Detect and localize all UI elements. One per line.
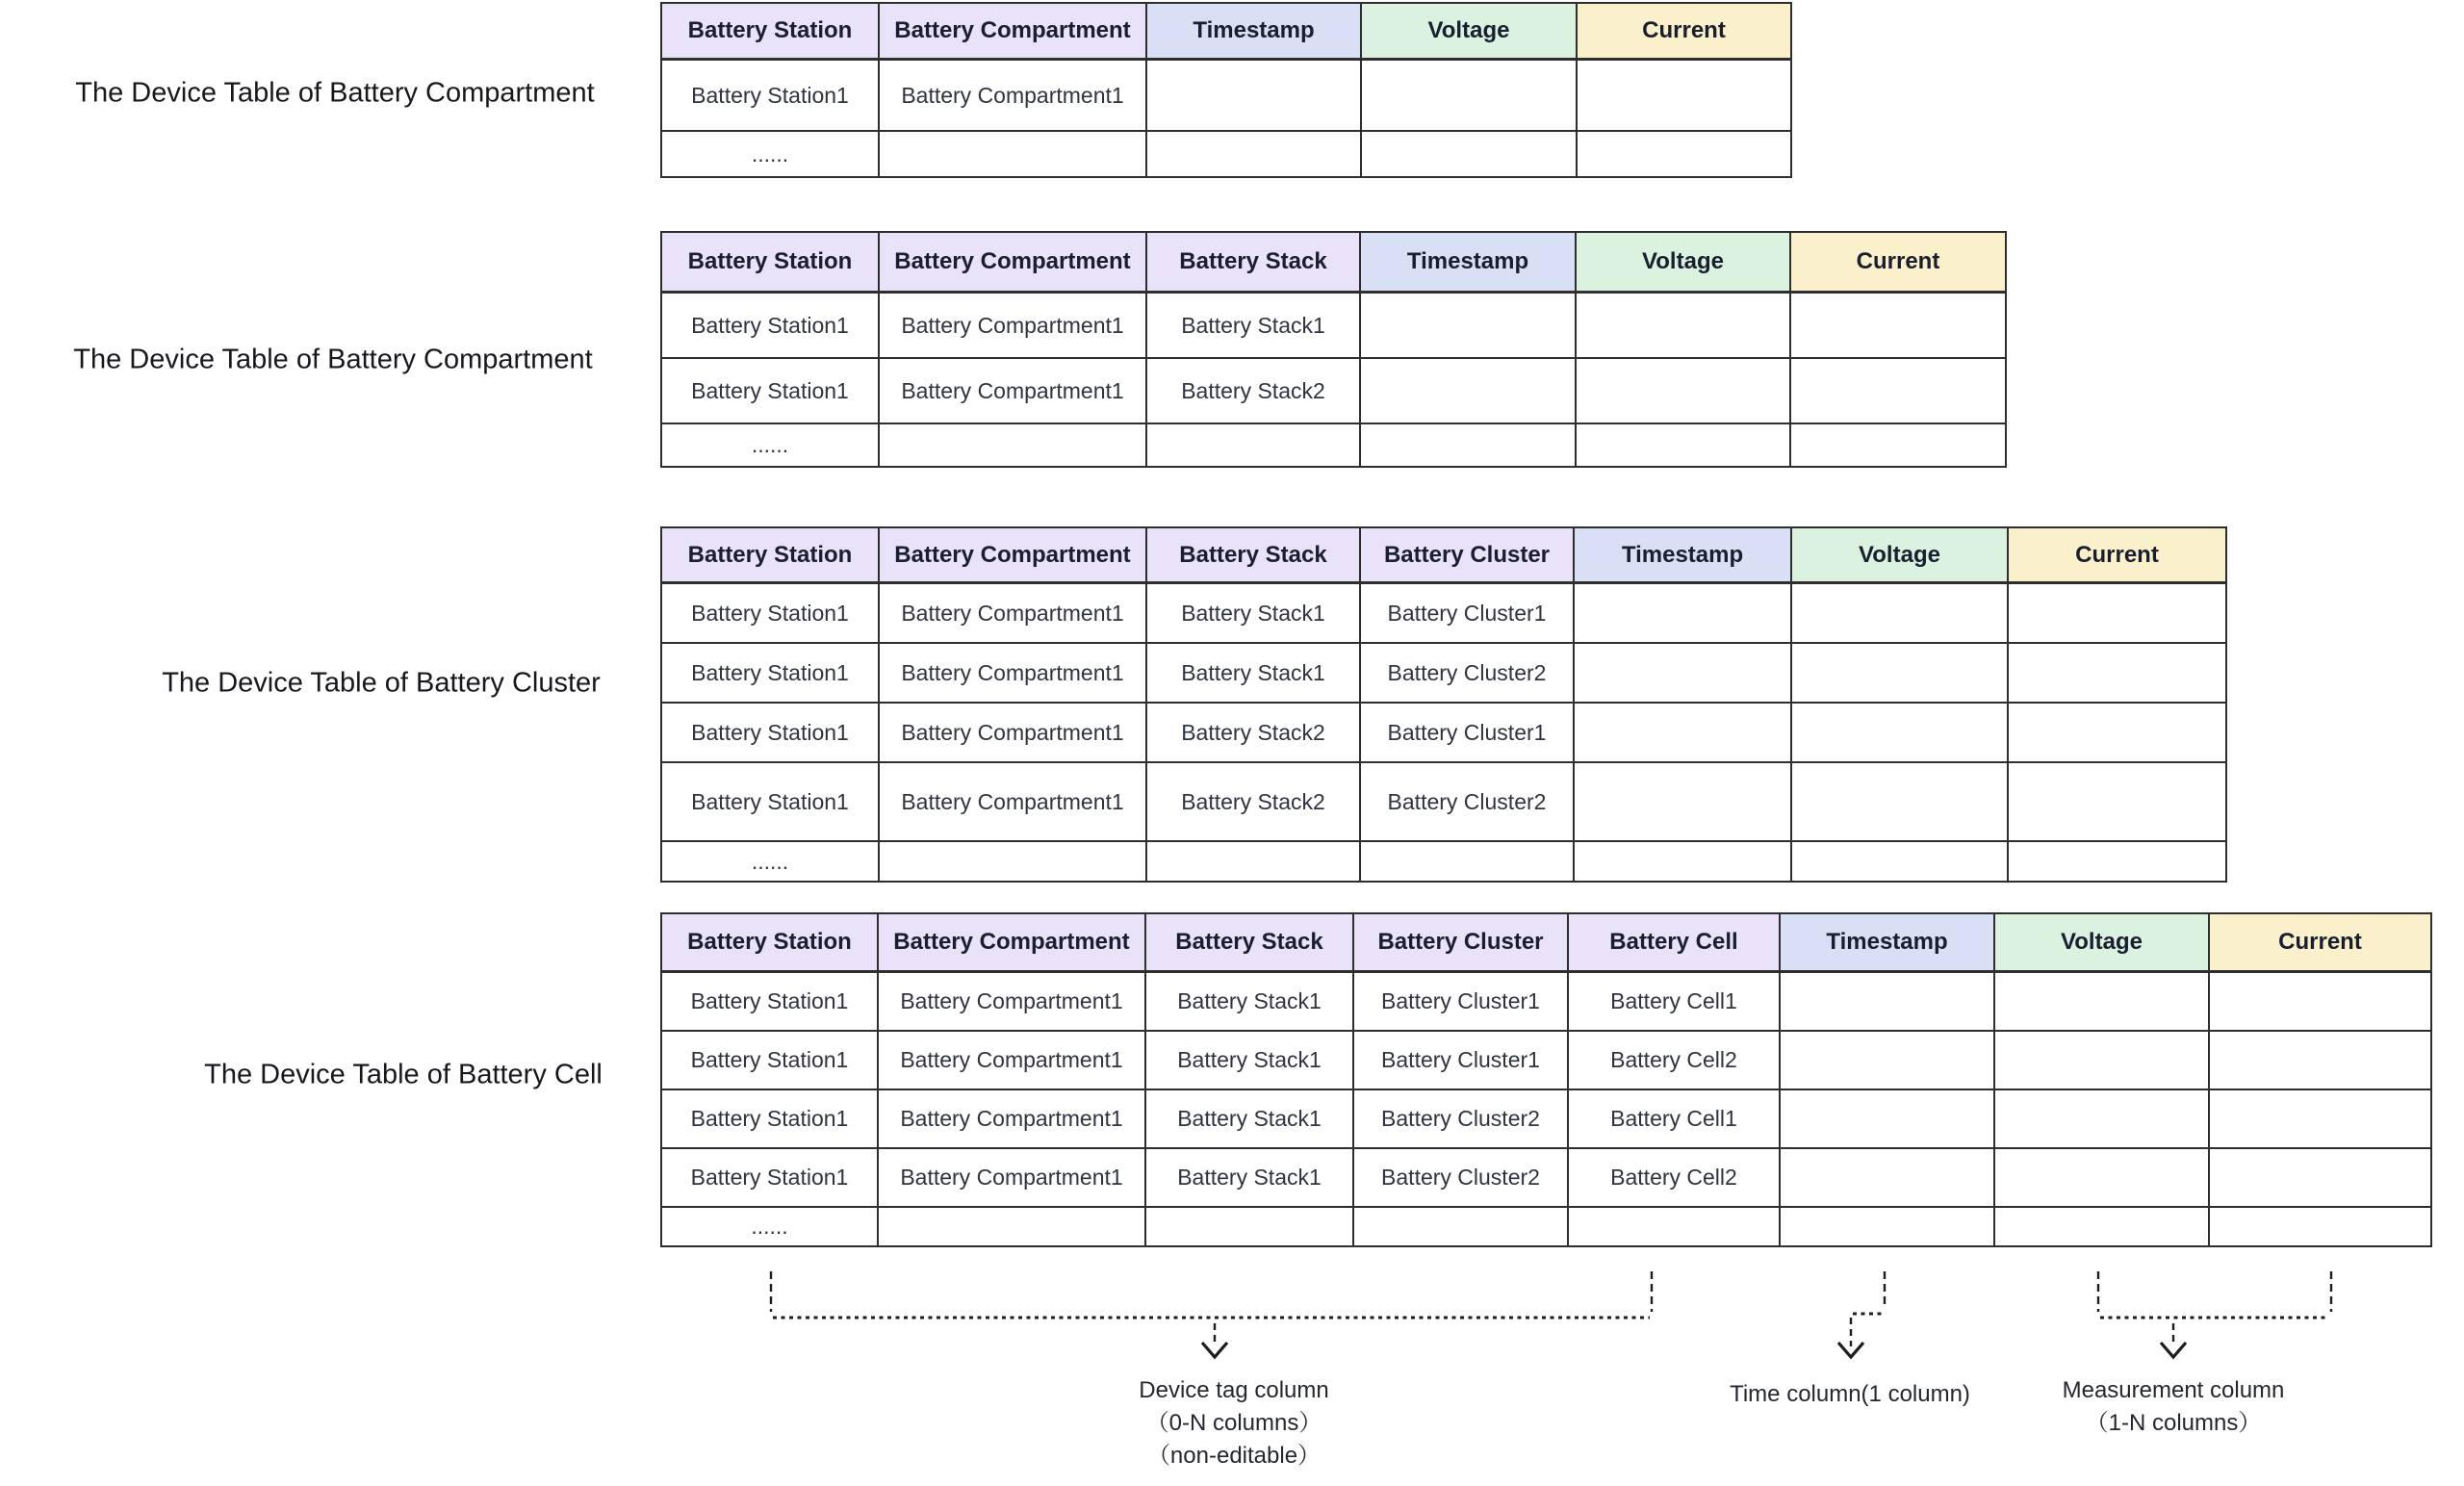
- table-row: [661, 358, 2006, 423]
- device-tag-cell: Battery Cluster2: [1353, 1089, 1568, 1148]
- device-tag-cell: Battery Compartment1: [879, 60, 1146, 132]
- device-tag-cell: Battery Compartment1: [879, 583, 1146, 644]
- device-tag-cell: Battery Station1: [661, 293, 879, 359]
- column-header-voltage: Voltage: [1994, 913, 2209, 972]
- empty-cell: [1994, 1031, 2209, 1089]
- device-tag-cell: Battery Stack1: [1146, 583, 1360, 644]
- table-title-battery-cell: The Device Table of Battery Cell: [204, 1059, 603, 1090]
- empty-cell: [1360, 293, 1576, 359]
- column-header-current: Current: [1577, 3, 1791, 60]
- empty-cell: [1780, 1089, 1994, 1148]
- empty-cell: [2209, 1031, 2431, 1089]
- column-header-voltage: Voltage: [1576, 232, 1790, 293]
- device-tag-cell: Battery Cluster2: [1353, 1148, 1568, 1207]
- empty-cell: [1576, 358, 1790, 423]
- device-tag-cell: Battery Compartment1: [879, 643, 1146, 703]
- ellipsis-row: [661, 131, 1791, 177]
- device-tag-cell: Battery Stack1: [1145, 1089, 1353, 1148]
- empty-cell: [1994, 1148, 2209, 1207]
- empty-cell: [1568, 1207, 1780, 1246]
- empty-cell: [1146, 131, 1361, 177]
- ellipsis-cell: ......: [661, 1207, 878, 1246]
- empty-cell: [1994, 972, 2209, 1032]
- table-row: [661, 1031, 2431, 1089]
- empty-cell: [1780, 972, 1994, 1032]
- column-header-battery-cluster: Battery Cluster: [1353, 913, 1568, 972]
- device-tag-cell: Battery Stack2: [1146, 358, 1360, 423]
- device-tag-cell: Battery Station1: [661, 703, 879, 762]
- empty-cell: [1360, 358, 1576, 423]
- table-row: [661, 643, 2226, 703]
- device-table-battery-compartment-2: [660, 231, 2007, 468]
- device-tag-cell: Battery Station1: [661, 358, 879, 423]
- device-tag-cell: Battery Compartment1: [879, 358, 1146, 423]
- column-header-battery-compartment: Battery Compartment: [879, 3, 1146, 60]
- device-tag-cell: Battery Cluster2: [1360, 762, 1574, 841]
- empty-cell: [879, 841, 1146, 882]
- empty-cell: [2008, 762, 2226, 841]
- empty-cell: [1790, 293, 2006, 359]
- device-tag-line-2: （0-N columns）: [1145, 1410, 1322, 1436]
- column-header-battery-compartment: Battery Compartment: [879, 527, 1146, 583]
- empty-cell: [1146, 423, 1360, 467]
- empty-cell: [1994, 1089, 2209, 1148]
- table-title-battery-cluster: The Device Table of Battery Cluster: [162, 667, 601, 699]
- empty-cell: [879, 423, 1146, 467]
- table-row: [661, 293, 2006, 359]
- down-arrow-icon: [1202, 1343, 1227, 1357]
- table-title-battery-compartment-2: The Device Table of Battery Compartment: [73, 344, 593, 375]
- device-tag-cell: Battery Cell2: [1568, 1031, 1780, 1089]
- device-tag-cell: Battery Station1: [661, 1089, 878, 1148]
- device-tag-cell: Battery Compartment1: [879, 762, 1146, 841]
- measurement-line-2: （1-N columns）: [2085, 1410, 2262, 1436]
- column-header-voltage: Voltage: [1361, 3, 1577, 60]
- empty-cell: [1360, 423, 1576, 467]
- column-header-battery-stack: Battery Stack: [1146, 232, 1360, 293]
- column-header-battery-compartment: Battery Compartment: [879, 232, 1146, 293]
- device-tag-cell: Battery Stack1: [1145, 972, 1353, 1032]
- ellipsis-cell: ......: [661, 841, 879, 882]
- empty-cell: [1146, 60, 1361, 132]
- device-tag-cell: Battery Compartment1: [878, 1031, 1145, 1089]
- time-column-label: Time column(1 column): [1730, 1381, 1970, 1407]
- empty-cell: [1791, 583, 2008, 644]
- device-tag-cell: Battery Stack2: [1146, 703, 1360, 762]
- table-row: [661, 1148, 2431, 1207]
- device-tag-cell: Battery Cluster1: [1353, 972, 1568, 1032]
- device-tag-cell: Battery Station1: [661, 762, 879, 841]
- empty-cell: [1353, 1207, 1568, 1246]
- down-arrow-icon: [2161, 1343, 2186, 1357]
- measurement-bracket: [2098, 1271, 2331, 1357]
- column-header-battery-cell: Battery Cell: [1568, 913, 1780, 972]
- table-row: [661, 583, 2226, 644]
- empty-cell: [1791, 643, 2008, 703]
- table-row: [661, 703, 2226, 762]
- empty-cell: [1361, 131, 1577, 177]
- column-header-timestamp: Timestamp: [1780, 913, 1994, 972]
- empty-cell: [2209, 972, 2431, 1032]
- ellipsis-row: [661, 841, 2226, 882]
- empty-cell: [1576, 293, 1790, 359]
- column-header-battery-compartment: Battery Compartment: [878, 913, 1145, 972]
- empty-cell: [1577, 60, 1791, 132]
- empty-cell: [1994, 1207, 2209, 1246]
- table-row: [661, 972, 2431, 1032]
- empty-cell: [1577, 131, 1791, 177]
- device-tag-cell: Battery Compartment1: [878, 1148, 1145, 1207]
- device-tag-cell: Battery Stack1: [1146, 293, 1360, 359]
- empty-cell: [1780, 1148, 1994, 1207]
- empty-cell: [2209, 1207, 2431, 1246]
- column-header-battery-stack: Battery Stack: [1145, 913, 1353, 972]
- measurement-column-label: [2063, 1374, 2285, 1440]
- table-row: [661, 60, 1791, 132]
- empty-cell: [2008, 583, 2226, 644]
- table-row: [661, 1089, 2431, 1148]
- device-tag-cell: Battery Compartment1: [879, 293, 1146, 359]
- device-tag-cell: Battery Compartment1: [878, 1089, 1145, 1148]
- device-tag-cell: Battery Station1: [661, 60, 879, 132]
- empty-cell: [1146, 841, 1360, 882]
- column-header-timestamp: Timestamp: [1146, 3, 1361, 60]
- device-tag-cell: Battery Stack1: [1146, 643, 1360, 703]
- empty-cell: [2008, 703, 2226, 762]
- device-tag-cell: Battery Stack2: [1146, 762, 1360, 841]
- device-tag-cell: Battery Cluster1: [1360, 703, 1574, 762]
- column-header-battery-stack: Battery Stack: [1146, 527, 1360, 583]
- column-header-timestamp: Timestamp: [1360, 232, 1576, 293]
- empty-cell: [1780, 1031, 1994, 1089]
- column-header-timestamp: Timestamp: [1574, 527, 1791, 583]
- empty-cell: [1791, 762, 2008, 841]
- empty-cell: [1790, 358, 2006, 423]
- empty-cell: [1574, 703, 1791, 762]
- device-tag-cell: Battery Cell1: [1568, 1089, 1780, 1148]
- device-tag-cell: Battery Station1: [661, 972, 878, 1032]
- device-tag-cell: Battery Stack1: [1145, 1031, 1353, 1089]
- ellipsis-cell: ......: [661, 423, 879, 467]
- table-title-battery-compartment-1: The Device Table of Battery Compartment: [75, 77, 595, 109]
- empty-cell: [1145, 1207, 1353, 1246]
- device-tag-cell: Battery Compartment1: [878, 972, 1145, 1032]
- header-row: [661, 232, 2006, 293]
- header-row: [661, 3, 1791, 60]
- column-header-current: Current: [1790, 232, 2006, 293]
- column-header-battery-station: Battery Station: [661, 232, 879, 293]
- column-header-battery-station: Battery Station: [661, 913, 878, 972]
- device-tag-line-1: Device tag column: [1139, 1377, 1329, 1403]
- device-tag-cell: Battery Cluster1: [1360, 583, 1574, 644]
- empty-cell: [1780, 1207, 1994, 1246]
- column-header-current: Current: [2008, 527, 2226, 583]
- empty-cell: [1361, 60, 1577, 132]
- device-tag-line-3: （non-editable）: [1146, 1443, 1322, 1469]
- device-tag-cell: Battery Stack1: [1145, 1148, 1353, 1207]
- ellipsis-cell: ......: [661, 131, 879, 177]
- column-header-current: Current: [2209, 913, 2431, 972]
- device-tag-cell: Battery Cluster2: [1360, 643, 1574, 703]
- ellipsis-row: [661, 423, 2006, 467]
- empty-cell: [2008, 841, 2226, 882]
- empty-cell: [1360, 841, 1574, 882]
- column-header-battery-station: Battery Station: [661, 527, 879, 583]
- empty-cell: [1574, 762, 1791, 841]
- measurement-line-1: Measurement column: [2062, 1377, 2285, 1403]
- device-tag-cell: Battery Station1: [661, 1148, 878, 1207]
- device-tag-cell: Battery Compartment1: [879, 703, 1146, 762]
- device-tag-cell: Battery Cell2: [1568, 1148, 1780, 1207]
- ellipsis-row: [661, 1207, 2431, 1246]
- empty-cell: [1790, 423, 2006, 467]
- column-header-voltage: Voltage: [1791, 527, 2008, 583]
- empty-cell: [1574, 643, 1791, 703]
- device-tag-cell: Battery Station1: [661, 1031, 878, 1089]
- header-row: [661, 913, 2431, 972]
- empty-cell: [2008, 643, 2226, 703]
- time-column-pointer: [1838, 1271, 1885, 1357]
- empty-cell: [1574, 841, 1791, 882]
- empty-cell: [879, 131, 1146, 177]
- device-tag-cell: Battery Cluster1: [1353, 1031, 1568, 1089]
- device-tag-cell: Battery Station1: [661, 583, 879, 644]
- empty-cell: [1791, 841, 2008, 882]
- device-tag-column-label: [1139, 1374, 1328, 1473]
- empty-cell: [878, 1207, 1145, 1246]
- empty-cell: [1574, 583, 1791, 644]
- column-header-battery-station: Battery Station: [661, 3, 879, 60]
- empty-cell: [2209, 1089, 2431, 1148]
- device-tag-cell: Battery Station1: [661, 643, 879, 703]
- empty-cell: [1576, 423, 1790, 467]
- device-tag-bracket: [771, 1271, 1652, 1357]
- device-table-battery-compartment-1: [660, 2, 1792, 178]
- empty-cell: [1791, 703, 2008, 762]
- device-tag-cell: Battery Cell1: [1568, 972, 1780, 1032]
- table-row: [661, 762, 2226, 841]
- device-table-battery-cell: [660, 912, 2432, 1247]
- header-row: [661, 527, 2226, 583]
- column-header-battery-cluster: Battery Cluster: [1360, 527, 1574, 583]
- device-table-battery-cluster: [660, 526, 2227, 883]
- empty-cell: [2209, 1148, 2431, 1207]
